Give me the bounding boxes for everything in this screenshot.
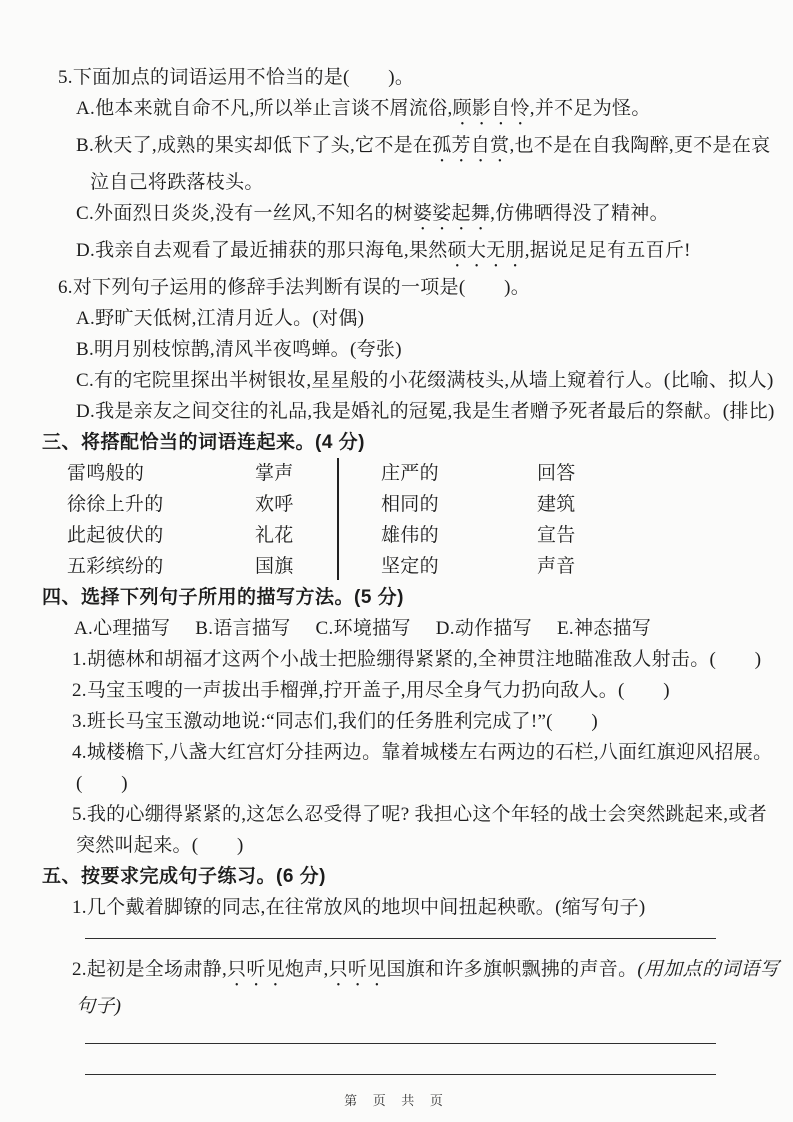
description-method-choices [0, 613, 793, 644]
answer-line-1 [0, 923, 793, 954]
question-6-stem: 6.对下列句子运用的修辞手法判断有误的一项是( )。 [58, 277, 531, 298]
text-segment: 国旗和许多旗帜飘拂的声音。 [386, 959, 638, 980]
section-4-item-5: 5.我的心绷得紧紧的,这怎么忍受得了呢? 我担心这个年轻的战士会突然跳起来,或者 [72, 804, 767, 825]
method-choice-e: E.神态描写 [557, 618, 652, 639]
match-noun: 欢呼 [255, 494, 294, 515]
method-choice-c: C.环境描写 [315, 618, 411, 639]
answer-line-2 [85, 1043, 716, 1044]
method-choice-a: A.心理描写 [74, 618, 171, 639]
answer-line-rule [85, 938, 716, 939]
matching-row-1 [67, 458, 793, 489]
section-3-heading: 三、将搭配恰当的词语连起来。(4 分) [42, 432, 366, 453]
text-segment: B.秋天了,成熟的果实却低下了头,它不是在 [76, 135, 433, 156]
matching-divider-line [337, 458, 339, 580]
match-noun: 宣告 [537, 525, 576, 546]
question-6-option-b: B.明月别枝惊鹊,清风半夜鸣蝉。(夸张) [76, 339, 402, 360]
matching-row-3 [67, 520, 793, 551]
emphasized-word: 硕大无朋 [447, 240, 525, 261]
match-modifier: 相同的 [381, 494, 439, 515]
section-4-item-4: 4.城楼檐下,八盏大红宫灯分挂两边。靠着城楼左右两边的石栏,八面红旗迎风招展。 [72, 742, 773, 763]
emphasized-word: 只听见 [227, 959, 285, 980]
question-6-option-a: A.野旷天低树,江清月近人。(对偶) [76, 308, 365, 329]
text-segment: ,据说足足有五百斤! [524, 240, 691, 261]
match-noun: 礼花 [255, 525, 294, 546]
page-footer: 第 页 共 页 [344, 1093, 449, 1108]
match-modifier: 坚定的 [381, 556, 439, 577]
section-5-item-2 [0, 954, 793, 991]
match-modifier: 雄伟的 [381, 525, 439, 546]
text-segment: ,也不是在自我陶醉,更不是在哀 [509, 135, 771, 156]
text-segment: 炮声, [284, 959, 329, 980]
method-choice-b: B.语言描写 [195, 618, 291, 639]
match-noun: 国旗 [255, 556, 294, 577]
question-5-option-a [0, 93, 793, 130]
text-segment: A.他本来就自命不凡,所以举止言谈不屑流俗, [76, 98, 453, 119]
match-modifier: 雷鸣般的 [67, 463, 145, 484]
emphasized-word: 婆娑起舞 [412, 203, 491, 224]
match-noun: 回答 [537, 463, 576, 484]
matching-exercise [0, 458, 793, 582]
emphasized-word: 顾影自怜 [452, 98, 530, 119]
section-4-item-2: 2.马宝玉嗖的一声拔出手榴弹,拧开盖子,用尽全身气力扔向敌人。( ) [72, 680, 670, 701]
text-segment: D.我亲自去观看了最近捕获的那只海龟,果然 [76, 240, 448, 261]
match-modifier: 庄严的 [381, 463, 439, 484]
matching-row-4 [67, 551, 793, 582]
question-5-option-b-continuation: 泣自己将跌落枝头。 [90, 172, 264, 193]
match-noun: 掌声 [255, 463, 294, 484]
match-modifier: 此起彼伏的 [67, 525, 164, 546]
question-5-option-b [0, 130, 793, 167]
matching-row-2 [67, 489, 793, 520]
emphasized-word: 只听见 [328, 959, 387, 980]
instruction-note: (用加点的词语写 [637, 959, 780, 980]
text-segment: 2.起初是全场肃静, [72, 959, 228, 980]
section-4-item-4-continuation: ( ) [76, 773, 128, 794]
match-modifier: 五彩缤纷的 [67, 556, 164, 577]
text-segment: ,仿佛晒得没了精神。 [490, 203, 669, 224]
match-modifier: 徐徐上升的 [67, 494, 164, 515]
section-5-item-2-continuation: 句子) [76, 996, 122, 1017]
section-4-item-1: 1.胡德林和胡福才这两个小战士把脸绷得紧紧的,全神贯注地瞄准敌人射击。( ) [72, 649, 762, 670]
emphasized-word: 孤芳自赏 [432, 135, 510, 156]
section-4-item-3: 3.班长马宝玉激动地说:“同志们,我们的任务胜利完成了!”( ) [72, 711, 599, 732]
question-6-option-c: C.有的宅院里探出半树银妆,星星般的小花缀满枝头,从墙上窥着行人。(比喻、拟人) [76, 370, 774, 391]
match-noun: 声音 [537, 556, 576, 577]
section-5-item-1: 1.几个戴着脚镣的同志,在往常放风的地坝中间扭起秧歌。(缩写句子) [72, 897, 646, 918]
question-5-option-d [0, 235, 793, 272]
question-6-option-d: D.我是亲友之间交往的礼品,我是婚礼的冠冕,我是生者赠予死者最后的祭献。(排比) [76, 401, 775, 422]
text-segment: ,并不足为怪。 [529, 98, 651, 119]
question-5-option-c [0, 198, 793, 235]
section-4-item-5-continuation: 突然叫起来。( ) [76, 835, 244, 856]
question-5-stem: 5.下面加点的词语运用不恰当的是( )。 [58, 67, 415, 88]
method-choice-d: D.动作描写 [435, 618, 533, 639]
section-4-heading: 四、选择下列句子所用的描写方法。(5 分) [42, 587, 405, 608]
section-5-heading: 五、按要求完成句子练习。(6 分) [42, 866, 327, 887]
text-segment: C.外面烈日炎炎,没有一丝风,不知名的树 [76, 203, 413, 224]
answer-line-3 [85, 1074, 716, 1075]
match-noun: 建筑 [537, 494, 576, 515]
